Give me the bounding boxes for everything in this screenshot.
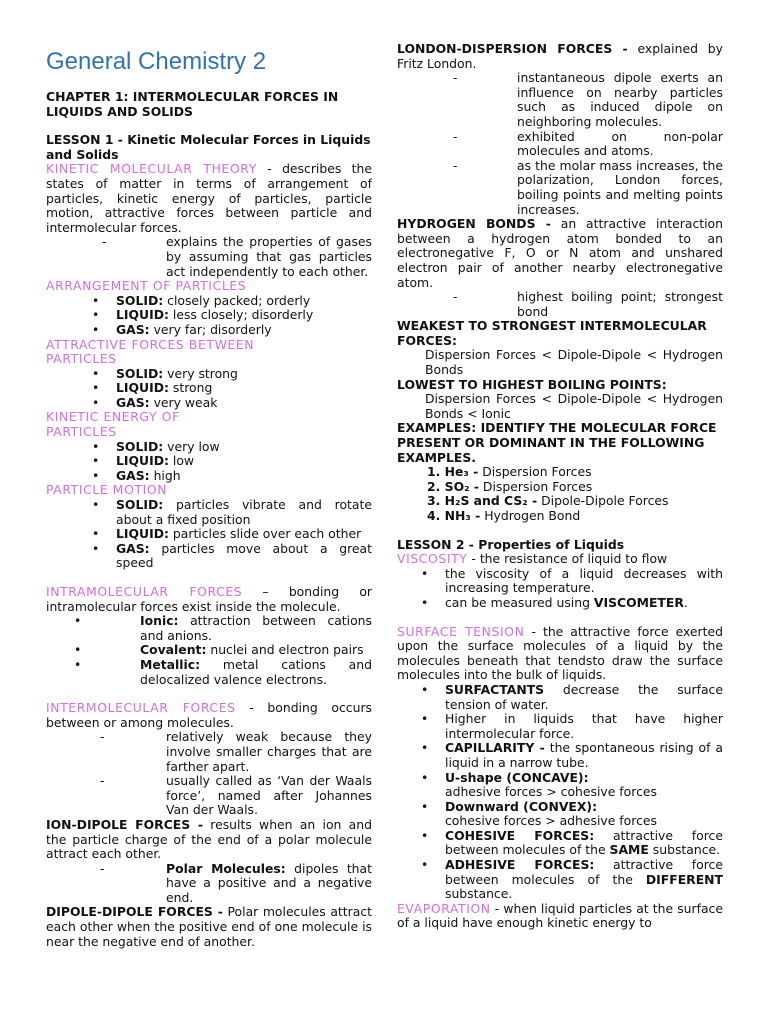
list-item: • COHESIVE FORCES: attractive force between molecules of the SAME substance. xyxy=(421,829,723,858)
intra-list xyxy=(74,614,372,687)
evaporation-paragraph: EVAPORATION - when liquid particles at the surface of a liquid have enough kinetic energy to xyxy=(397,900,723,931)
viscosity-term: VISCOSITY xyxy=(397,551,468,567)
list-item: • LIQUID: strong xyxy=(92,381,372,396)
intra-term: INTRAMOLECULAR FORCES xyxy=(46,584,243,599)
list-item: • CAPILLARITY - the spontaneous rising of a liquid in a narrow tube. xyxy=(421,741,723,770)
lesson1-heading: LESSON 1 - Kinetic Molecular Forces in Liquids and Solids xyxy=(46,132,371,162)
hbond-paragraph: HYDROGEN BONDS - an attractive interaction between a hydrogen atom bonded to an electronegative F, O or N atom and unshared electron pair of another nearby electronegative atom. xyxy=(397,216,723,290)
list-item: • LIQUID: less closely; disorderly xyxy=(92,308,372,323)
list-item: • GAS: high xyxy=(92,469,372,484)
inter-dash-2: - usually called as ‘Van der Waals force’, named after Johannes Van der Waals. xyxy=(100,773,372,818)
london-dash-2: - exhibited on non-polar molecules and atoms. xyxy=(453,128,723,159)
examples-list xyxy=(397,465,723,523)
surface-paragraph: SURFACE TENSION - the attractive force exerted upon the surface molecules of a liquid by the molecules beneath that tendsto draw the surface molecules into the bulk of liquids. xyxy=(397,623,723,683)
intra-paragraph: INTRAMOLECULAR FORCES – bonding or intramolecular forces exist inside the molecule. xyxy=(46,584,372,614)
attractive-list xyxy=(92,367,372,411)
lowest-heading: LOWEST TO HIGHEST BOILING POINTS: xyxy=(397,376,667,392)
attractive-heading: ATTRACTIVE FORCES BETWEEN PARTICLES xyxy=(46,336,255,367)
list-item: • SURFACTANTS decrease the surface tension of water. xyxy=(421,683,723,712)
inter-dash-1: - relatively weak because they involve smaller charges that are farther apart. xyxy=(100,729,372,774)
weakest-heading: WEAKEST TO STRONGEST INTERMOLECULAR FORCES: xyxy=(397,318,707,348)
list-item: • SOLID: very low xyxy=(92,440,372,455)
lesson2-heading: LESSON 2 - Properties of Liquids xyxy=(397,536,625,552)
inter-term: INTERMOLECULAR FORCES xyxy=(46,700,236,716)
list-item: • Downward (CONVEX): cohesive forces > adhesive forces xyxy=(421,800,723,829)
list-item: • the viscosity of a liquid decreases with increasing temperature. xyxy=(421,567,723,596)
inter-paragraph: INTERMOLECULAR FORCES - bonding occurs between or among molecules. xyxy=(46,700,372,730)
left-column xyxy=(46,0,372,949)
arrangement-list xyxy=(92,294,372,338)
london-dash-1: - instantaneous dipole exerts an influence on nearby particles such as induced dipole on neighboring molecules. xyxy=(453,70,723,129)
lowest-text: Dispersion Forces < Dipole-Dipole < Hydrogen Bonds < Ionic xyxy=(425,391,723,421)
surface-list xyxy=(421,683,723,902)
list-item: 1. He₃ - Dispersion Forces xyxy=(427,464,592,480)
hbond-dash: - highest boiling point; strongest bond xyxy=(453,289,723,319)
weakest-text: Dispersion Forces < Dipole-Dipole < Hydrogen Bonds xyxy=(425,347,723,378)
list-item: • Ionic: attraction between cations and anions. xyxy=(74,614,372,643)
chapter-heading: CHAPTER 1: INTERMOLECULAR FORCES IN LIQUIDS AND SOLIDS xyxy=(46,89,339,119)
viscosity-list xyxy=(421,567,723,611)
kmt-paragraph: KINETIC MOLECULAR THEORY - describes the states of matter in terms of arrangement of particles, kinetic energy of particles, particle motion, attractive forces between particle and intermolecular forces. xyxy=(46,161,372,235)
list-item: • GAS: very weak xyxy=(92,396,372,411)
iondipole-paragraph: ION-DIPOLE FORCES - results when an ion and the particle charge of the end of a polar molecule attract each other. xyxy=(46,816,372,862)
kmt-dash-note: - explains the properties of gases by assuming that gas particles act independently to each other. xyxy=(102,234,372,279)
dipoledipole-paragraph: DIPOLE-DIPOLE FORCES - Polar molecules attract each other when the positive end of one molecule is near the negative end of another. xyxy=(46,904,372,949)
list-item: • can be measured using VISCOMETER. xyxy=(421,596,723,611)
list-item: • SOLID: closely packed; orderly xyxy=(92,294,372,309)
viscosity-paragraph: VISCOSITY - the resistance of liquid to flow xyxy=(397,551,668,567)
list-item: • LIQUID: low xyxy=(92,454,372,469)
list-item: • Metallic: metal cations and delocalized valence electrons. xyxy=(74,658,372,687)
iondipole-dash: - Polar Molecules: dipoles that have a positive and a negative end. xyxy=(100,860,372,905)
list-item: • ADHESIVE FORCES: attractive force between molecules of the DIFFERENT substance. xyxy=(421,858,723,902)
list-item: 4. NH₃ - Hydrogen Bond xyxy=(427,508,581,523)
kinetic-heading: KINETIC ENERGY OF PARTICLES xyxy=(46,409,180,440)
london-paragraph: LONDON-DISPERSION FORCES - explained by Fritz London. xyxy=(397,41,723,71)
list-item: 2. SO₂ - Dispersion Forces xyxy=(427,478,593,494)
list-item: • LIQUID: particles slide over each other xyxy=(92,527,372,542)
surface-term: SURFACE TENSION xyxy=(397,623,525,639)
list-item: 3. H₂S and CS₂ - Dipole-Dipole Forces xyxy=(427,493,669,509)
arrangement-heading: ARRANGEMENT OF PARTICLES xyxy=(46,278,247,294)
list-item: • SOLID: very strong xyxy=(92,367,372,382)
list-item: • GAS: particles move about a great speed xyxy=(92,542,372,571)
motion-list xyxy=(92,498,372,571)
kinetic-list xyxy=(92,440,372,484)
examples-heading: EXAMPLES: IDENTIFY THE MOLECULAR FORCE PRESENT OR DOMINANT IN THE FOLLOWING EXAMPLES. xyxy=(397,420,717,465)
list-item: • U-shape (CONCAVE): adhesive forces > cohesive forces xyxy=(421,771,723,800)
kmt-term: KINETIC MOLECULAR THEORY xyxy=(46,161,257,177)
evaporation-term: EVAPORATION xyxy=(397,900,491,916)
right-column xyxy=(397,42,723,931)
list-item: • GAS: very far; disorderly xyxy=(92,323,372,338)
list-item: • SOLID: particles vibrate and rotate about a fixed position xyxy=(92,498,372,527)
list-item: • Covalent: nuclei and electron pairs xyxy=(74,643,372,658)
motion-heading: PARTICLE MOTION xyxy=(46,482,168,498)
document-title: General Chemistry 2 xyxy=(46,48,267,75)
london-dash-3: - as the molar mass increases, the polarization, London forces, boiling points and melting points increases. xyxy=(453,157,723,217)
list-item: • Higher in liquids that have higher intermolecular force. xyxy=(421,712,723,741)
